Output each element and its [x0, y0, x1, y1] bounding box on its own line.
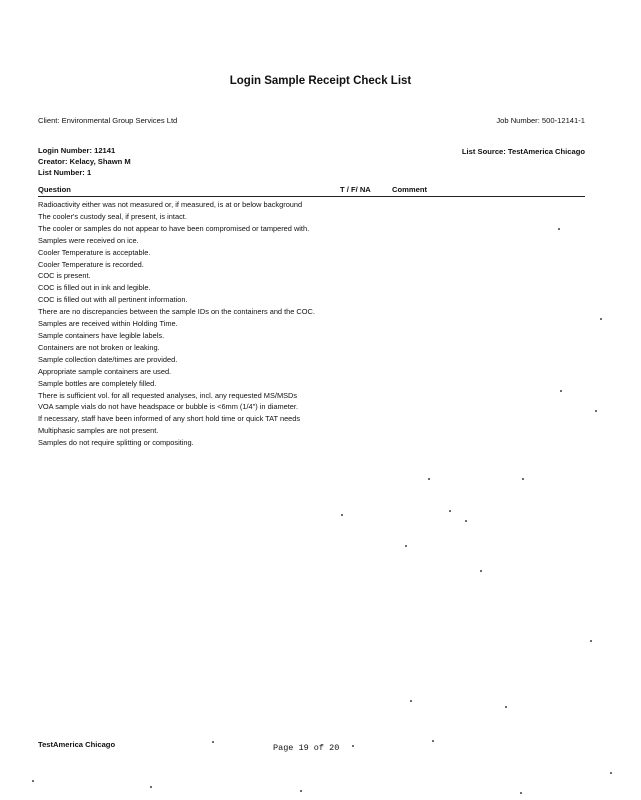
scan-speck: [212, 741, 214, 743]
scan-speck: [300, 790, 302, 792]
comment-column-header: Comment: [392, 185, 428, 194]
scan-speck: [449, 510, 451, 512]
creator: Creator: Kelacy, Shawn M: [38, 157, 131, 166]
question-item: Radioactivity either was not measured or, if measured, is at or below background: [38, 200, 303, 209]
scan-speck: [352, 745, 354, 747]
question-item: Samples were received on ice.: [38, 235, 139, 245]
question-item: Cooler Temperature is acceptable.: [38, 247, 151, 257]
question-item: Cooler Temperature is recorded.: [38, 259, 144, 269]
question-item: Sample collection date/times are provided.: [38, 354, 178, 364]
scan-speck: [560, 390, 562, 392]
footer-company: TestAmerica Chicago: [38, 740, 116, 749]
question-item: Sample bottles are completely filled.: [38, 378, 157, 388]
question-item: The cooler or samples do not appear to have been compromised or tampered with.: [38, 223, 310, 233]
question-item: Multiphasic samples are not present.: [38, 426, 159, 436]
question-item: Sample containers have legible labels.: [38, 330, 165, 340]
question-item: Containers are not broken or leaking.: [38, 342, 160, 352]
question-item: Samples are received within Holding Time.: [38, 319, 178, 329]
list-number: List Number: 1: [38, 168, 92, 177]
header-rule: [38, 196, 585, 197]
scan-speck: [480, 570, 482, 572]
client-name: Client: Environmental Group Services Ltd: [38, 116, 178, 125]
login-number: Login Number: 12141: [38, 146, 116, 155]
scan-speck: [520, 792, 522, 794]
scan-speck: [610, 772, 612, 774]
page-title: Login Sample Receipt Check List: [229, 75, 412, 87]
scan-speck: [405, 545, 407, 547]
question-item: If necessary, staff have been informed of any short hold time or quick TAT needs: [38, 414, 301, 424]
scan-speck: [432, 740, 434, 742]
question-item: COC is present.: [38, 271, 91, 281]
scan-speck: [32, 780, 34, 782]
scan-speck: [428, 478, 430, 480]
question-item: Appropriate sample containers are used.: [38, 366, 172, 376]
scan-speck: [558, 228, 560, 230]
job-number: Job Number: 500-12141-1: [496, 116, 585, 125]
question-item: The cooler's custody seal, if present, is intact.: [38, 211, 187, 221]
tfna-column-header: T / F/ NA: [340, 185, 371, 194]
question-item: There is sufficient vol. for all requested analyses, incl. any requested MS/MSDs: [38, 390, 298, 400]
scan-speck: [600, 318, 602, 320]
scan-speck: [505, 706, 507, 708]
scan-speck: [410, 700, 412, 702]
question-column-header: Question: [38, 185, 71, 194]
scan-speck: [590, 640, 592, 642]
footer-page-number: Page 19 of 20: [273, 743, 340, 753]
question-item: Samples do not require splitting or compositing.: [38, 438, 194, 448]
scan-speck: [522, 478, 524, 480]
question-item: There are no discrepancies between the sample IDs on the containers and the COC.: [38, 307, 315, 317]
scan-speck: [341, 514, 343, 516]
question-item: COC is filled out with all pertinent information.: [38, 295, 188, 305]
scan-speck: [595, 410, 597, 412]
question-item: VOA sample vials do not have headspace or bubble is <6mm (1/4") in diameter.: [38, 402, 298, 412]
scan-speck: [150, 786, 152, 788]
question-item: COC is filled out in ink and legible.: [38, 283, 151, 293]
scan-speck: [465, 520, 467, 522]
list-source: List Source: TestAmerica Chicago: [461, 147, 585, 156]
question-list: [38, 201, 338, 451]
